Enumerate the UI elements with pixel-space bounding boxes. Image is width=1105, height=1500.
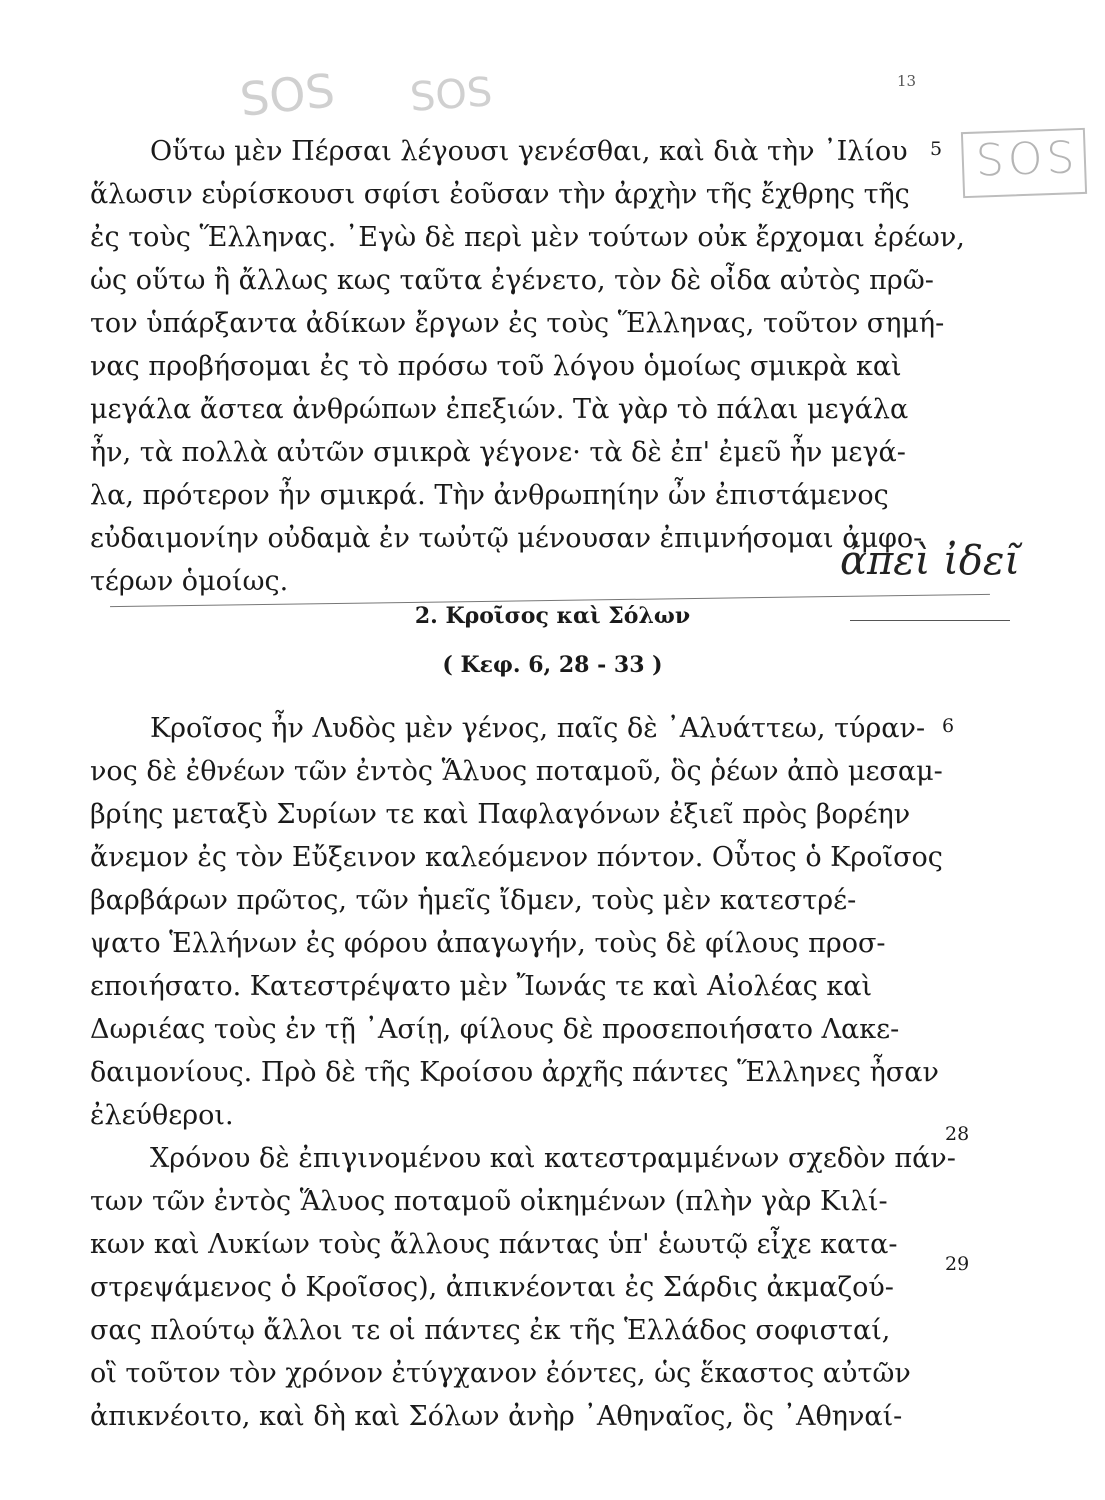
- text-line: βρίης μεταξὺ Συρίων τε καὶ Παφλαγόνων ἐξιεῖ πρὸς βορέην: [90, 799, 911, 830]
- text-line: Οὕτω μὲν Πέρσαι λέγουσι γενέσθαι, καὶ διὰ τὴν ᾿Ιλίου: [150, 136, 908, 167]
- text-line: οἳ τοῦτον τὸν χρόνον ἐτύγχανον ἐόντες, ὡς ἕκαστος αὐτῶν: [90, 1358, 911, 1389]
- text-line: ἅλωσιν εὑρίσκουσι σφίσι ἐοῦσαν τὴν ἀρχὴν τῆς ἔχθρης τῆς: [90, 179, 910, 210]
- text-line: ἐλεύθεροι.: [90, 1100, 234, 1131]
- text-line: τον ὑπάρξαντα ἀδίκων ἔργων ἐς τοὺς Ἕλληνας, τοῦτον σημή-: [90, 308, 945, 339]
- pencil-box-text: SOS: [975, 132, 1080, 187]
- text-line: νος δὲ ἐθνέων τῶν ἐντὸς Ἅλυος ποταμοῦ, ὃς ῥέων ἀπὸ μεσαμ-: [90, 756, 943, 787]
- text-line: κων καὶ Λυκίων τοὺς ἄλλους πάντας ὑπ' ἑωυτῷ εἶχε κατα-: [90, 1229, 898, 1260]
- margin-number: 5: [930, 138, 943, 160]
- text-line: δαιμονίους. Πρὸ δὲ τῆς Κροίσου ἀρχῆς πάντες Ἕλληνες ἦσαν: [90, 1057, 939, 1088]
- text-line: σας πλούτῳ ἄλλοι τε οἱ πάντες ἐκ τῆς Ἑλλάδος σοφισταί,: [90, 1315, 891, 1346]
- text-line: εὐδαιμονίην οὐδαμὰ ἐν τωὐτῷ μένουσαν ἐπιμνήσομαι ἀμφο-: [90, 523, 923, 554]
- text-line: ἀπικνέοιτο, καὶ δὴ καὶ Σόλων ἀνὴρ ᾿Αθηναῖος, ὃς ᾿Αθηναί-: [90, 1401, 903, 1432]
- faint-pencil-mark: SOS: [237, 63, 338, 127]
- text-line: στρεψάμενος ὁ Κροῖσος), ἀπικνέονται ἐς Σάρδις ἀκμαζού-: [90, 1272, 894, 1303]
- section-title: 2. Κροῖσος καὶ Σόλων: [414, 603, 691, 629]
- text-line: Δωριέας τοὺς ἐν τῇ ᾿Ασίῃ, φίλους δὲ προσεποιήσατο Λακε-: [90, 1014, 900, 1045]
- text-line: ἄνεμον ἐς τὸν Εὔξεινον καλεόμενον πόντον. Οὗτος ὁ Κροῖσος: [90, 842, 943, 873]
- text-line: εποιήσατο. Κατεστρέψατο μὲν Ἴωνάς τε καὶ Αἰολέας καὶ: [90, 971, 873, 1002]
- text-line: Χρόνου δὲ ἐπιγινομένου καὶ κατεστραμμένων σχεδὸν πάν-: [150, 1143, 956, 1174]
- text-line: τέρων ὁμοίως.: [90, 566, 289, 597]
- text-line: νας προβήσομαι ἐς τὸ πρόσω τοῦ λόγου ὁμοίως σμικρὰ καὶ: [90, 351, 902, 382]
- text-line: των τῶν ἐντὸς Ἅλυος ποταμοῦ οἰκημένων (πλὴν γὰρ Κιλί-: [90, 1186, 888, 1217]
- text-line: ψατο Ἑλλήνων ἐς φόρου ἀπαγωγήν, τοὺς δὲ φίλους προσ-: [90, 928, 886, 959]
- pencil-box-annotation: [961, 128, 1087, 198]
- page-number: 13: [897, 72, 917, 90]
- text-line: μεγάλα ἄστεα ἀνθρώπων ἐπεξιών. Τὰ γὰρ τὸ πάλαι μεγάλα: [90, 394, 909, 425]
- margin-number: 6: [942, 715, 955, 737]
- text-line: βαρβάρων πρῶτος, τῶν ἡμεῖς ἴδμεν, τοὺς μὲν κατεστρέ-: [90, 885, 857, 916]
- text-line: Κροῖσος ἦν Λυδὸς μὲν γένος, παῖς δὲ ᾿Αλυάττεω, τύραν-: [150, 713, 926, 744]
- margin-number: 29: [945, 1253, 970, 1275]
- text-line: ἦν, τὰ πολλὰ αὐτῶν σμικρὰ γέγονε· τὰ δὲ ἐπ' ἐμεῦ ἦν μεγά-: [90, 437, 906, 468]
- text-line: ἐς τοὺς Ἕλληνας. ᾿Εγὼ δὲ περὶ μὲν τούτων οὐκ ἔρχομαι ἐρέων,: [90, 222, 965, 253]
- handwritten-note: ἀπεὶ ἰδεῖ: [840, 538, 1021, 584]
- section-subtitle: ( Κεφ. 6, 28 - 33 ): [442, 652, 663, 678]
- faint-pencil-mark: SOS: [408, 69, 494, 121]
- margin-number: 28: [945, 1123, 970, 1145]
- text-line: λα, πρότερον ἦν σμικρά. Τὴν ἀνθρωπηίην ὦν ἐπιστάμενος: [90, 480, 889, 511]
- text-line: ὡς οὕτω ἢ ἄλλως κως ταῦτα ἐγένετο, τὸν δὲ οἶδα αὐτὸς πρῶ-: [90, 265, 934, 296]
